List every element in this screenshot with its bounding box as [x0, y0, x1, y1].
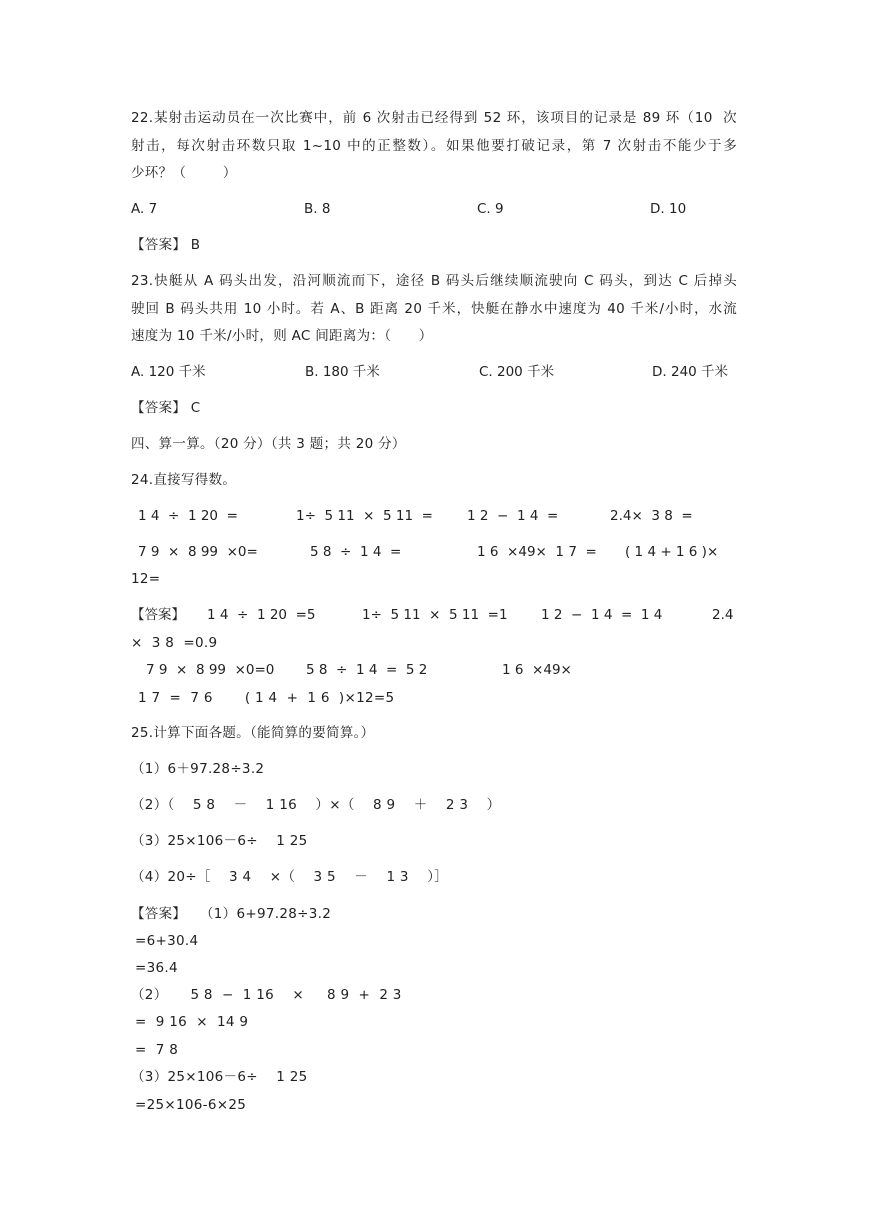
q23-option-c: C. 200 千米 — [479, 364, 555, 380]
q25-item-2: （2）（ 5 8 － 1 16 ）×（ 8 9 ＋ 2 3 ） — [131, 797, 501, 813]
q22-line-3: 少环？（ ） — [131, 165, 237, 181]
q24-answer-4b: × 3 8 =0.9 — [131, 635, 218, 651]
q22-option-b: B. 8 — [304, 201, 331, 217]
q25-answer-line-7: （3）25×106－6÷ 1 25 — [131, 1069, 308, 1085]
q25-answer-line-8: =25×106-6×25 — [135, 1097, 247, 1113]
q23-option-d: D. 240 千米 — [652, 364, 729, 380]
q24-answer-7a: 1 6 ×49× — [502, 662, 572, 678]
q24-expr-6: 5 8 ÷ 1 4 = — [310, 544, 402, 560]
q23-line-1: 23.快艇从 A 码头出发，沿河顺流而下，途径 B 码头后继续顺流驶向 C 码头，到达 C 后掉头 — [131, 273, 737, 289]
q24-expr-4: 2.4× 3 8 = — [610, 508, 693, 524]
q25-item-3: （3）25×106－6÷ 1 25 — [131, 833, 308, 849]
q23-answer: 【答案】 C — [131, 400, 201, 416]
q25-item-1: （1）6＋97.28÷3.2 — [131, 761, 265, 777]
q25-answer-line-1: 【答案】 （1）6+97.28÷3.2 — [131, 906, 332, 922]
q22-option-c: C. 9 — [477, 201, 504, 217]
q23-line-3: 速度为 10 千米/小时，则 AC 间距离为：（ ） — [131, 328, 433, 344]
q24-answer-3: 1 2 − 1 4 = 1 4 — [541, 607, 663, 623]
q24-answer-2: 1÷ 5 11 × 5 11 =1 — [362, 607, 508, 623]
q24-expr-1: 1 4 ÷ 1 20 = — [138, 508, 238, 524]
q24-expr-8: ( 1 4 + 1 6 )× — [625, 544, 719, 560]
q24-answer-4a: 2.4 — [712, 607, 734, 623]
q22-answer: 【答案】 B — [131, 237, 201, 253]
q24-expr-8-wrap: 12= — [131, 571, 161, 587]
q25-title: 25.计算下面各题。（能简算的要简算。） — [131, 725, 375, 741]
q24-expr-2: 1÷ 5 11 × 5 11 = — [296, 508, 433, 524]
q23-option-b: B. 180 千米 — [305, 364, 380, 380]
q25-answer-line-2: =6+30.4 — [135, 933, 199, 949]
q24-answer-6: 5 8 ÷ 1 4 = 5 2 — [306, 662, 428, 678]
q22-option-d: D. 10 — [650, 201, 687, 217]
q24-expr-3: 1 2 − 1 4 = — [467, 508, 559, 524]
q25-answer-line-4: （2） 5 8 − 1 16 × 8 9 + 2 3 — [131, 987, 402, 1003]
q22-line-2: 射击，每次射击环数只取 1~10 中的正整数）。如果他要打破记录，第 7 次射击不能少于多 — [131, 138, 737, 154]
q24-answer-1: 1 4 ÷ 1 20 =5 — [207, 607, 316, 623]
q25-answer-line-3: =36.4 — [135, 960, 178, 976]
q24-expr-5: 7 9 × 8 99 ×0= — [138, 544, 258, 560]
q23-option-a: A. 120 千米 — [131, 364, 206, 380]
q24-answer-5: 7 9 × 8 99 ×0=0 — [146, 662, 275, 678]
q25-answer-line-5: = 9 16 × 14 9 — [135, 1014, 249, 1030]
q25-answer-line-6: = 7 8 — [135, 1042, 179, 1058]
section-heading: 四、算一算。（20 分）（共 3 题；共 20 分） — [131, 436, 406, 452]
q23-line-2: 驶回 B 码头共用 10 小时。若 A、B 距离 20 千米，快艇在静水中速度为 40 千米/小时，水流 — [131, 301, 737, 317]
q24-expr-7: 1 6 ×49× 1 7 = — [477, 544, 597, 560]
q25-item-4: （4）20÷［ 3 4 ×（ 3 5 － 1 3 ）］ — [131, 869, 449, 885]
q22-option-a: A. 7 — [131, 201, 158, 217]
q24-title: 24.直接写得数。 — [131, 472, 237, 488]
q24-answer-7b-8: 1 7 = 7 6 ( 1 4 + 1 6 )×12=5 — [138, 690, 395, 706]
q22-line-1: 22.某射击运动员在一次比赛中，前 6 次射击已经得到 52 环，该项目的记录是 89 环（10 次 — [131, 110, 737, 126]
q24-answer-label: 【答案】 — [131, 607, 185, 623]
